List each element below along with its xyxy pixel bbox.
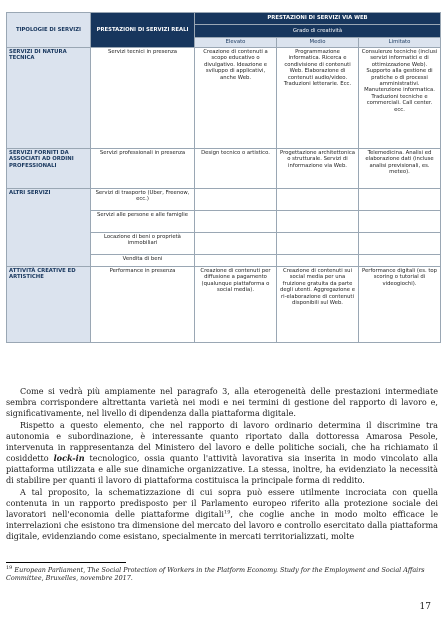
service-cell: Servizi tecnici in presenza: [91, 48, 195, 149]
category-cell: SERVIZI DI NATURA TECNICA: [7, 48, 91, 149]
medium-cell: Creazione di contenuti sui social media per una fruizione gratuita da parte degli utenti. Aggregazione e ri-elaborazione di contenuti disponibili sul Web.: [277, 267, 359, 343]
paragraph: Rispetto a questo elemento, che nel rapporto di lavoro ordinario determina il discrimine tra autonomia e subordinazione, è interessante quanto riportato dalla dottoressa Amarosa Pesole, intervenuta in rappresentanza del Ministero del lavoro e delle politiche sociali, che ha richiamato il cosiddetto lock-in tecnologico, ossia quanto l'attività lavorativa sia inserita in modo vincolato alla piattaforma utilizzata e alle sue dinamiche organizzative. La stessa, inoltre, ha evidenziato la necessità di stabilire per quanti il lavoro di piattaforma costituisca la principale forma di reddito.: [6, 420, 438, 485]
body-text: [6, 386, 438, 543]
footnote-ref: 19: [224, 509, 231, 516]
high-cell: Creazione di contenuti per diffusione a pagamento (qualunque piattaforma o social media).: [195, 267, 277, 343]
medium-cell: Programmazione informatica. Ricerca e condivisione di contenuti Web. Elaborazione di contenuti audio/video. Traduzioni letterarie. Ecc.: [277, 48, 359, 149]
high-cell: Creazione di contenuti a scopo educativo o divulgativo. Ideazione e sviluppo di applicativi, anche Web.: [195, 48, 277, 149]
services-table: [6, 12, 441, 343]
col-header-web-services: PRESTAZIONI DI SERVIZI VIA WEB: [195, 13, 441, 25]
grade-header: Grado di creatività: [195, 25, 441, 38]
category-cell: ALTRI SERVIZI: [7, 189, 91, 267]
footnote-number: 19: [6, 564, 13, 571]
service-cell: Performance in presenza: [91, 267, 195, 343]
col-header-real-services: PRESTAZIONI DI SERVIZI REALI: [91, 13, 195, 48]
table-row: [7, 267, 441, 343]
high-cell: Design tecnico o artistico.: [195, 149, 277, 189]
service-cell: Servizi alle persone e alle famiglie: [91, 211, 195, 233]
low-cell: Consulenze tecniche (inclusi servizi informatici e di ottimizzazione Web). Supporto alla gestione di pratiche o di processi amministrativi. Manutenzione informatica. Traduzioni tecniche e commerciali. Call center. ecc.: [359, 48, 441, 149]
medium-cell: Progettazione architettonica o strutturale. Servizi di informazione via Web.: [277, 149, 359, 189]
paragraph: Come si vedrà più ampiamente nel paragrafo 3, alla eterogeneità delle prestazioni intermediate sembra corrispondere altrettanta varietà nei modi e nei termini di gestione del rapporto di lavoro e, significativamente, nel livello di dipendenza dalla piattaforma digitale.: [6, 386, 438, 418]
service-cell: Servizi di trasporto (Uber, Freenow, ecc.): [91, 189, 195, 211]
service-cell: Locazione di beni o proprietà immobiliari: [91, 233, 195, 255]
lock-in-term: lock-in: [53, 453, 85, 463]
table-row: [7, 189, 441, 211]
page-number: 17: [419, 602, 431, 612]
category-cell: SERVIZI FORNITI DA ASSOCIATI AD ORDINI PROFESSIONALI: [7, 149, 91, 189]
service-cell: Servizi professionali in presenza: [91, 149, 195, 189]
level-medium: Medio: [277, 38, 359, 48]
service-cell: Vendita di beni: [91, 255, 195, 267]
low-cell: Telemedicina. Analisi ed elaborazione dati (incluse analisi previsionali, es. meteo).: [359, 149, 441, 189]
table-row: [7, 149, 441, 189]
footnote: [6, 566, 438, 582]
paragraph: A tal proposito, la schematizzazione di cui sopra può essere utilmente incrociata con quella contenuta in un rapporto predisposto per il Parlamento europeo riferito alla protezione sociale dei lavoratori nell'economia delle piattaforme digitali$^{19}$, che coglie anche in modo molto efficace le interrelazioni che esistono tra dimensione del mercato del lavoro e controllo esercitato dalla piattaforma digitale, evidenziando come esistano, specialmente in mercati territorializzati, molte: [6, 487, 438, 541]
level-low: Limitato: [359, 38, 441, 48]
footnote-rule: [6, 562, 126, 563]
category-cell: ATTIVITÀ CREATIVE ED ARTISTICHE: [7, 267, 91, 343]
table-row: [7, 48, 441, 149]
low-cell: Performance digitali (es. top scoring o tutorial di videogiochi).: [359, 267, 441, 343]
footnote-text: European Parliament, The Social Protection of Workers in the Platform Economy. Study for the Employment and Social Affairs Committee, Bruxelles, novembre 2017.: [6, 566, 425, 582]
level-high: Elevato: [195, 38, 277, 48]
col-header-types: TIPOLOGIE DI SERVIZI: [7, 13, 91, 48]
